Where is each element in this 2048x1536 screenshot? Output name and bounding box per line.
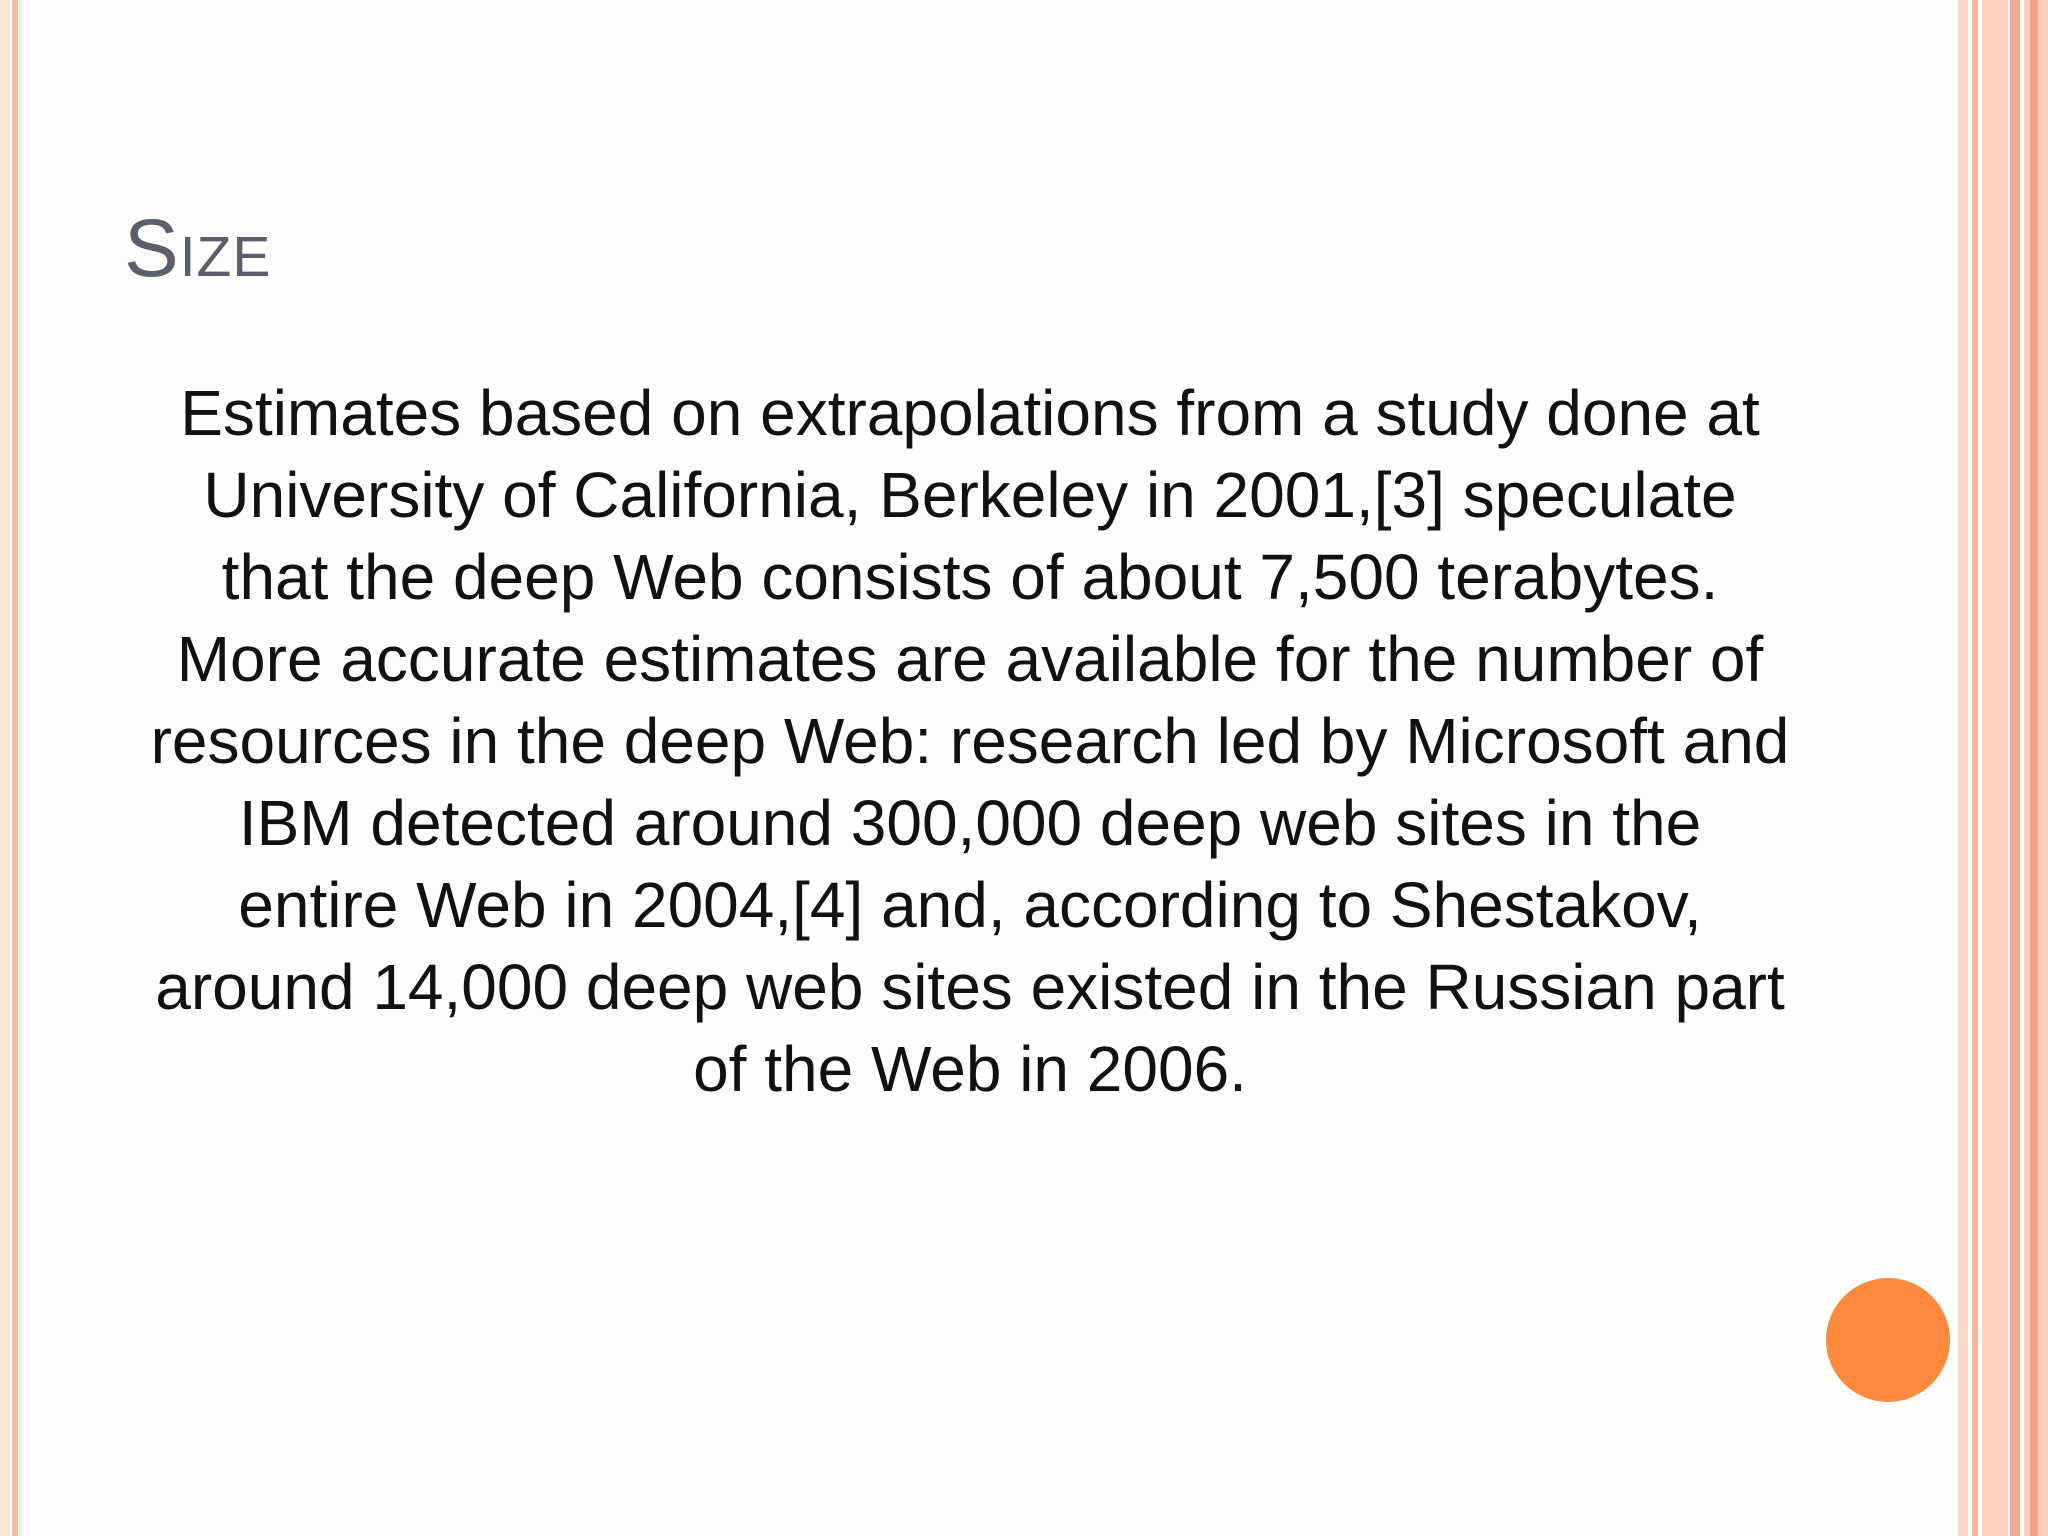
right-stripe-decoration xyxy=(1972,0,1978,1536)
orange-circle-decoration xyxy=(1826,1278,1950,1402)
right-stripe-decoration xyxy=(2010,0,2020,1536)
left-border-decoration xyxy=(0,0,10,1536)
right-stripe-decoration xyxy=(1982,0,2008,1536)
left-border-decoration xyxy=(19,0,22,1536)
slide-title: Size xyxy=(124,203,272,294)
left-border-decoration xyxy=(12,0,18,1536)
slide-body-text: Estimates based on extrapolations from a study done at University of California, Berkeley in 2001,[3] speculate that the deep Web consists of about 7,500 terabytes. More accurate estimates are available for the number of resources in the deep Web: research led by Microsoft and IBM detected around 300,000 deep web sites in the entire Web in 2004,[4] and, according to Shestakov, around 14,000 deep web sites existed in the Russian part of the Web in 2006. xyxy=(150,377,1790,1105)
right-stripe-decoration xyxy=(2030,0,2038,1536)
right-stripe-decoration xyxy=(1958,0,1968,1536)
